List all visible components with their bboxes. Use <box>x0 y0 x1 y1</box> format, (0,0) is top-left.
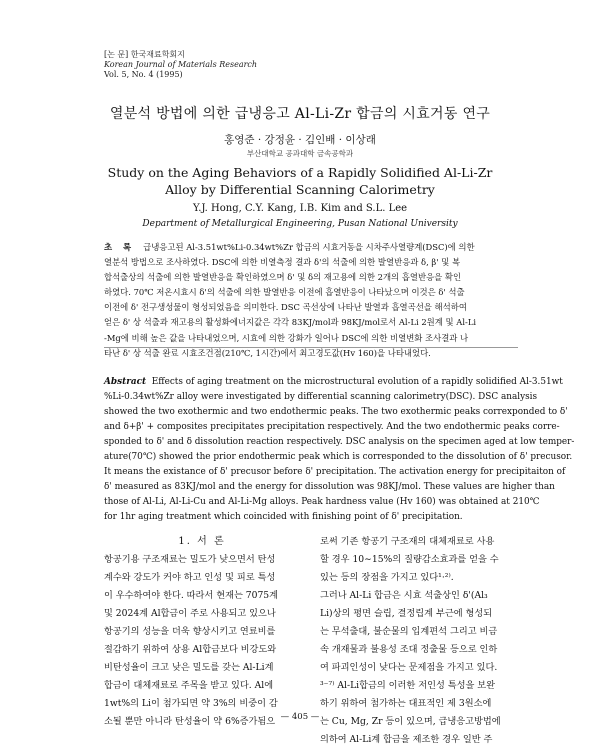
body-line: ³⁻⁷⁾ Al-Li합금의 이러한 저인성 특성을 보완 <box>320 680 496 691</box>
journal-header <box>104 50 257 80</box>
abstract-divider <box>104 347 518 348</box>
korean-abstract-line: 얻은 δ' 상 석출과 재고용의 활성화에너지값은 각각 83KJ/mol과 98KJ/mol로서 Al-Li 2원계 및 Al-Li <box>104 317 477 328</box>
english-abstract-label: Abstract <box>104 377 147 387</box>
english-authors: Y.J. Hong, C.Y. Kang, I.B. Kim and S.L. Lee <box>192 203 408 214</box>
journal-volume: Vol. 5, No. 4 (1995) <box>104 70 183 79</box>
english-abstract-line: those of Al-Li, Al-Li-Cu and Al-Li-Mg alloys. Peak hardness value (Hv 160) was obtained at 210℃ <box>104 497 540 508</box>
korean-abstract-line: 하였다. 70℃ 저온시효시 δ'의 석출에 의한 발열반응 이전에 흡열반응이 나타났으며 이것은 δ' 석출 <box>104 287 465 298</box>
body-line: 소될 뿐만 아니라 탄성율이 약 6%증가됨으 <box>104 716 276 727</box>
body-line: Li)상의 평면 슬립, 결정립계 부근에 형성되 <box>320 608 493 619</box>
korean-abstract-line: -Mg에 비해 높은 값을 나타내었으며, 시효에 의한 강화가 일어나 DSC에 의한 비열변화 조사결과 나 <box>104 332 469 343</box>
english-abstract-line: for 1hr aging treatment which coincided with finishing point of δ' precipitation. <box>104 512 463 523</box>
journal-label: [논 문] 한국재료학회지 <box>104 50 185 59</box>
korean-abstract-line: 타난 δ' 상 석출 완료 시효조건점(210℃, 1시간)에서 최고경도값(Hv 160)을 나타내었다. <box>104 347 431 358</box>
left-column <box>104 533 300 731</box>
korean-title: 열분석 방법에 의한 급냉응고 Al-Li-Zr 합금의 시효거동 연구 <box>109 106 491 122</box>
english-affiliation: Department of Metallurgical Engineering, Pusan National University <box>142 219 458 229</box>
section-heading: 1. 서 론 <box>178 536 226 547</box>
page-number: — 405 — <box>280 712 320 722</box>
body-line: 항공기용 구조재료는 밀도가 낮으면서 탄성 <box>104 554 276 565</box>
body-line: 그러나 Al-Li 합금은 시효 석출상인 δ'(Al₃ <box>320 590 488 601</box>
body-line: 이 우수하여야 한다. 따라서 현재는 7075계 <box>104 590 279 601</box>
english-abstract-line: and δ+β' + composites precipitates precipitation respectively. And the two endothermic peaks corre- <box>104 422 560 433</box>
body-line: 의하여 Al-Li계 합금을 제조한 경우 일반 주 <box>320 734 493 745</box>
english-abstract-line: ature(70℃) showed the prior endothermic peak which is corresponded to the dissolution of δ' precusor. <box>104 452 573 463</box>
body-line: 있는 등의 장점을 가지고 있다¹·²⁾. <box>320 572 454 583</box>
body-line: 절감하기 위하여 상용 Al합금보다 비강도와 <box>104 644 277 655</box>
body-line: 1wt%의 Li이 첨가되면 약 3%의 비중이 감 <box>104 698 278 709</box>
body-line: 여 파괴인성이 낮다는 문제점을 가지고 있다. <box>320 662 498 673</box>
body-line: 비탄성율이 크고 낮은 밀도를 갖는 Al-Li계 <box>104 662 274 673</box>
korean-affiliation: 부산대학교 공과대학 금속공학과 <box>246 149 354 158</box>
korean-abstract-line: 초 록 급냉응고된 Al-3.51wt%Li-0.34wt%Zr 합금의 시효거동을 시차주사열량계(DSC)에 의한 <box>104 242 475 252</box>
body-line: 합금이 대체재료로 주목을 받고 있다. Al에 <box>104 680 274 691</box>
korean-abstract-line: 이전에 δ' 전구생성물이 형성되었음을 의미한다. DSC 곡선상에 나타난 발열과 흡열곡선을 해석하여 <box>104 302 467 313</box>
body-line: 는 Cu, Mg, Zr 등이 있으며, 급냉응고방법에 <box>320 716 501 727</box>
body-line: 및 2024계 Al합금이 주로 사용되고 있으나 <box>104 608 276 619</box>
body-line: 는 무석출대, 불순물의 입계편석 그리고 비금 <box>320 626 498 637</box>
body-line: 계수와 강도가 커야 하고 인성 및 피로 특성 <box>104 572 276 583</box>
korean-abstract-label: 초 록 <box>104 242 136 252</box>
english-abstract <box>104 375 575 525</box>
english-abstract-line: It means the existance of δ' precusor before δ' precipitation. The activation energy for precipitaiton of <box>104 467 566 478</box>
korean-authors: 홍영준 · 강정윤 · 김인배 · 이상래 <box>224 134 376 146</box>
english-abstract-line: %Li-0.34wt%Zr alloy were investigated by differential scanning calorimetry(DSC). DSC analysis <box>104 392 538 403</box>
english-title: Study on the Aging Behaviors of a Rapidly Solidified Al-Li-Zr Alloy by Differential Scanning Calorimetry <box>107 165 493 197</box>
english-abstract-line: sponded to δ' and δ dissolution reaction respectively. DSC analysis on the specimen aged at low temper- <box>104 437 575 448</box>
english-abstract-line: δ' measured as 83KJ/mol and the energy for dissolution was 98KJ/mol. These values are higher than <box>104 482 555 493</box>
korean-abstract <box>104 240 498 361</box>
body-line: 로써 기존 항공기 구조재의 대체재료로 사용 <box>320 536 495 547</box>
journal-name: Korean Journal of Materials Research <box>104 60 258 69</box>
body-line: 하기 위하여 첨가하는 대표적인 제 3원소에 <box>320 698 492 709</box>
korean-abstract-line: 합석출상의 석출에 의한 발열반응을 확인하였으며 δ' 및 δ의 재고용에 의한 2개의 흡열반응을 확인 <box>104 272 462 283</box>
body-line: 속 개재물과 불용성 조대 정출물 등으로 인하 <box>320 644 498 655</box>
english-abstract-line: showed the two exothermic and two endothermic peaks. The two exothermic peaks correxponded to δ' <box>104 407 568 418</box>
body-line: 항공기의 성능을 더욱 향상시키고 연료비를 <box>104 626 276 637</box>
body-line: 할 경우 10∼15%의 질량감소효과를 얻을 수 <box>320 554 499 565</box>
korean-abstract-line: 열분석 방법으로 조사하였다. DSC에 의한 비열측정 결과 δ'의 석출에 의한 발열반응과 δ, β' 및 복 <box>104 257 461 268</box>
english-abstract-line: Abstract Effects of aging treatment on the microstructural evolution of a rapidly solidified Al-3.51wt <box>104 377 563 387</box>
